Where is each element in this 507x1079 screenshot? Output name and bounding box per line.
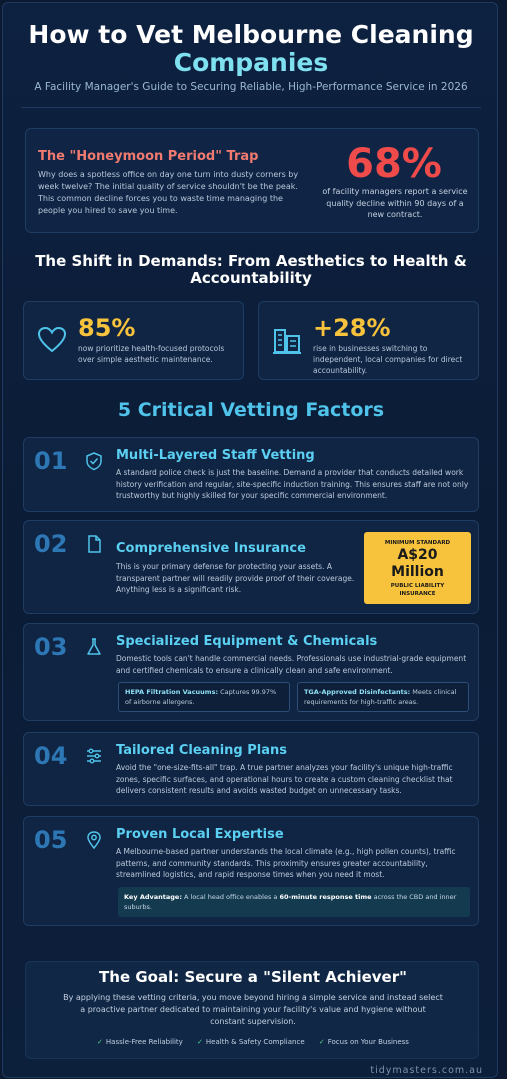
factor-text: A Melbourne-based partner understands the local climate (e.g., high pollen counts), traffic patterns, and community standards. This proximity ensures greater accountability, streamlined logistics, and rapid response times when you need it most. (116, 847, 456, 879)
stat-card-health (23, 301, 244, 380)
goal-check-label: Focus on Your Business (327, 1038, 409, 1046)
heart-icon (36, 324, 68, 356)
factor-text: A standard police check is just the baseline. Demand a provider that conducts detailed work history verification and regular, site-specific induction training. This ensures staff are not only trustworthy but highly skilled for your specific commercial environment. (116, 468, 469, 500)
factor-text: Domestic tools can't handle commercial needs. Professionals use industrial-grade equipment and certified chemicals to ensure a clinically clean and safe environment. (116, 654, 467, 675)
factor-title: Specialized Equipment & Chemicals (116, 634, 378, 649)
document-icon (84, 534, 104, 554)
stat-card-local (258, 301, 479, 380)
key-advantage-text-end: across the CBD and inner suburbs. (124, 893, 457, 911)
stat-text: rise in businesses switching to independent, local companies for direct accountability. (313, 344, 463, 375)
detail-hepa (118, 682, 290, 712)
insurance-sub (364, 582, 471, 598)
goal-text: By applying these vetting criteria, you move beyond hiring a simple service and instead select a proactive partner dedicated to maintaining your facility's value and hygiene without constant supervision. (63, 993, 443, 1026)
factor-staff-vetting (23, 437, 479, 512)
shift-title: The Shift in Demands: From Aesthetics to Health & Accountability (35, 252, 467, 287)
insurance-amount-line-2: Million (391, 564, 444, 580)
factor-title: Proven Local Expertise (116, 827, 284, 842)
title-line-1: How to Vet Melbourne Cleaning (28, 20, 474, 49)
key-advantage-label: Key Advantage: (124, 893, 182, 901)
honeymoon-trap-card (25, 128, 479, 233)
goal-title: The Goal: Secure a "Silent Achiever" (99, 968, 407, 986)
factor-text: Avoid the "one-size-fits-all" trap. A true partner analyzes your facility's unique high-traffic zones, specific surfaces, and operational hours to create a custom cleaning checklist that delivers consistent results and avoids wasted budget on unnecessary tasks. (116, 763, 453, 795)
location-pin-icon (84, 830, 104, 850)
stat-value: +28% (313, 314, 391, 342)
key-advantage-text: A local head office enables a (184, 893, 278, 901)
flask-icon (84, 637, 104, 657)
trap-text: Why does a spotless office on day one turn into dusty corners by week twelve? The initial quality of service shouldn't be the peak. This common decline forces you to waste time managing the people you hired to save you time. (38, 170, 299, 215)
check-icon: ✓ (97, 1038, 103, 1046)
factor-text: This is your primary defense for protecting your assets. A transparent partner will readily provide proof of their coverage. Anything less is a significant risk. (116, 562, 355, 594)
insurance-sub-line-2: INSURANCE (399, 591, 436, 597)
goal-check-label: Hassle-Free Reliability (105, 1038, 183, 1046)
insurance-amount-line-1: A$20 (397, 547, 438, 563)
factor-title: Multi-Layered Staff Vetting (116, 448, 315, 463)
detail-tga (297, 682, 469, 712)
factor-number: 04 (34, 742, 68, 770)
shield-check-icon (84, 451, 104, 471)
detail-text: Captures 99.97% of airborne allergens. (125, 688, 277, 706)
factor-number: 05 (34, 826, 68, 854)
goal-check-item (197, 1038, 305, 1046)
factor-title: Comprehensive Insurance (116, 541, 306, 556)
goal-check-item (97, 1038, 183, 1046)
key-advantage (118, 887, 470, 917)
factor-local-expertise (23, 816, 479, 926)
check-icon: ✓ (197, 1038, 203, 1046)
factor-title: Tailored Cleaning Plans (116, 743, 287, 758)
title-line-2: Companies (173, 48, 329, 77)
factor-number: 02 (34, 530, 68, 558)
page-title (3, 21, 498, 77)
goal-check-item (319, 1038, 409, 1046)
factors-title: 5 Critical Vetting Factors (117, 399, 385, 421)
stat-value: 85% (78, 314, 136, 342)
insurance-label: MINIMUM STANDARD (384, 540, 451, 546)
insurance-badge (364, 532, 471, 604)
goal-card (25, 961, 479, 1059)
header-divider (21, 107, 481, 108)
insurance-amount (364, 547, 471, 581)
trap-stat-desc: of facility managers report a service quality decline within 90 days of a new contract. (322, 187, 468, 219)
factor-number: 03 (34, 633, 68, 661)
factor-equipment (23, 623, 479, 721)
infographic (2, 2, 498, 1078)
sliders-icon (84, 746, 104, 766)
trap-title: The "Honeymoon Period" Trap (38, 149, 259, 164)
trap-stat: 68% (346, 141, 442, 187)
check-icon: ✓ (318, 1038, 325, 1046)
insurance-sub-line-1: PUBLIC LIABILITY (390, 583, 445, 589)
detail-label: HEPA Filtration Vacuums: (125, 688, 219, 696)
stat-text: now prioritize health-focused protocols over simple aesthetic maintenance. (78, 344, 225, 364)
footer-brand: tidymasters.com.au (370, 1065, 483, 1076)
building-icon (271, 324, 303, 356)
factor-tailored-plans (23, 732, 479, 806)
goal-check-label: Health & Safety Compliance (205, 1038, 305, 1046)
detail-text: Meets clinical requirements for high-traffic areas. (304, 688, 457, 706)
goal-checklist (26, 1038, 480, 1046)
page-subtitle: A Facility Manager's Guide to Securing Reliable, High-Performance Service in 2026 (34, 81, 468, 93)
key-advantage-highlight: 60-minute response time (279, 893, 372, 901)
factor-number: 01 (34, 447, 68, 475)
factor-insurance (23, 520, 479, 614)
detail-label: TGA-Approved Disinfectants: (304, 688, 411, 696)
